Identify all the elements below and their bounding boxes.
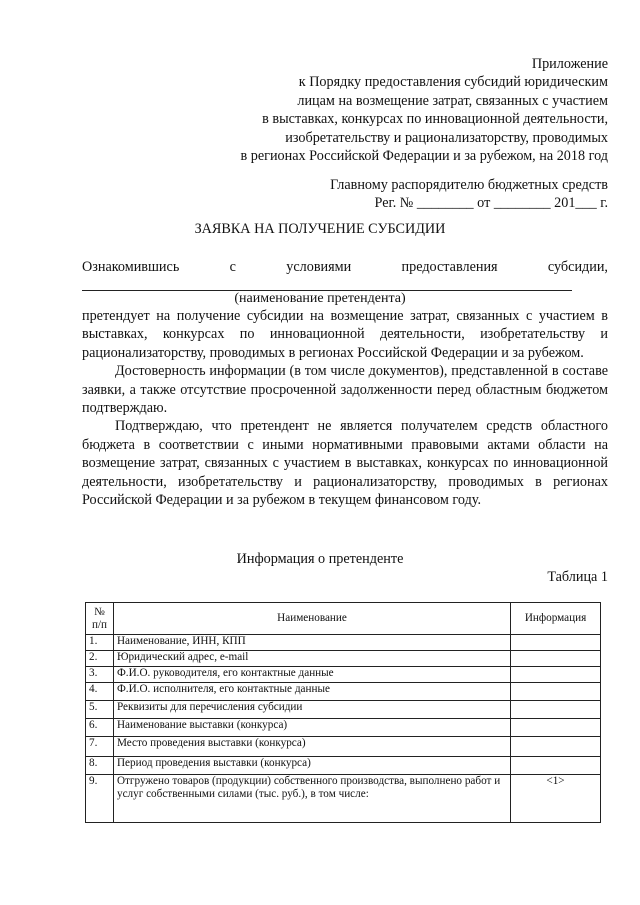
recipient-line: Главному распорядителю бюджетных средств: [330, 177, 608, 193]
appendix-line: лицам на возмещение затрат, связанных с участием: [297, 92, 608, 109]
appendix-line: к Порядку предоставления субсидий юридическим: [298, 74, 608, 91]
appendix-line: в регионах Российской Федерации и за рубежом, на 2018 год: [240, 148, 608, 165]
row-info: [511, 719, 601, 737]
table-row: [86, 775, 601, 823]
intro-word: условиями: [286, 259, 352, 275]
recipient-block: [188, 176, 608, 213]
intro-word: субсидии,: [547, 259, 608, 275]
row-info: [511, 651, 601, 667]
row-name: Юридический адрес, e-mail: [113, 651, 510, 667]
header-name: Наименование: [113, 603, 510, 635]
info-heading: Информация о претенденте: [236, 551, 404, 567]
row-name: Отгружено товаров (продукции) собственного производства, выполнено работ и услуг собственными силами (тыс. руб.), в том числе:: [113, 775, 510, 823]
row-num: 8.: [86, 757, 114, 775]
table-number: Таблица 1: [547, 569, 608, 585]
row-info: [511, 737, 601, 757]
header-num: № п/п: [86, 603, 114, 635]
appendix-header: [188, 55, 608, 165]
row-num: 9.: [86, 775, 114, 823]
row-name: Место проведения выставки (конкурса): [113, 737, 510, 757]
row-info: <1>: [511, 775, 601, 823]
document-title: ЗАЯВКА НА ПОЛУЧЕНИЕ СУБСИДИИ: [194, 221, 446, 237]
applicant-info-table: [85, 602, 601, 823]
row-num: 4.: [86, 683, 114, 701]
table-row: [86, 737, 601, 757]
row-name: Ф.И.О. исполнителя, его контактные данные: [113, 683, 510, 701]
row-name: Ф.И.О. руководителя, его контактные данные: [113, 667, 510, 683]
body-text: [82, 307, 608, 509]
applicant-name-caption: (наименование претендента): [234, 291, 406, 306]
appendix-line: Приложение: [531, 56, 608, 72]
row-num: 6.: [86, 719, 114, 737]
row-num: 5.: [86, 701, 114, 719]
table-row: [86, 651, 601, 667]
row-name: Наименование выставки (конкурса): [113, 719, 510, 737]
table-row: [86, 683, 601, 701]
paragraph: претендует на получение субсидии на возмещение затрат, связанных с участием в выставках, конкурсах по инновационной деятельности, изобретательству и рационализаторству, проводимых в регионах Российской Федерации и за рубежом.: [82, 308, 608, 361]
row-name: Период проведения выставки (конкурса): [113, 757, 510, 775]
intro-line: [82, 259, 608, 276]
intro-word: предоставления: [401, 259, 498, 275]
row-info: [511, 701, 601, 719]
registration-line: Рег. № ________ от ________ 201___ г.: [374, 195, 608, 212]
row-num: 1.: [86, 635, 114, 651]
table-row: [86, 667, 601, 683]
table-row: [86, 635, 601, 651]
row-name: Реквизиты для перечисления субсидии: [113, 701, 510, 719]
paragraph: Подтверждаю, что претендент не является получателем средств областного бюджета в соответствии с иными нормативными правовыми актами области на возмещение затрат, связанных с участием в выставках, конкурсах по инновационной деятельности, изобретательству и рационализаторству, проводимых в регионах Российской Федерации и за рубежом в текущем финансовом году.: [82, 418, 608, 509]
appendix-line: в выставках, конкурсах по инновационной деятельности,: [262, 111, 608, 128]
table-header-row: [86, 603, 601, 635]
row-info: [511, 667, 601, 683]
table-row: [86, 719, 601, 737]
row-info: [511, 635, 601, 651]
row-name: Наименование, ИНН, КПП: [113, 635, 510, 651]
intro-word: Ознакомившись: [82, 259, 180, 275]
intro-word: с: [229, 259, 236, 275]
row-num: 2.: [86, 651, 114, 667]
row-num: 3.: [86, 667, 114, 683]
table-row: [86, 757, 601, 775]
row-info: [511, 683, 601, 701]
paragraph: Достоверность информации (в том числе документов), представленной в составе заявки, а также отсутствие просроченной задолженности перед областным бюджетом подтверждаю.: [82, 363, 608, 417]
header-info: Информация: [511, 603, 601, 635]
table-row: [86, 701, 601, 719]
row-num: 7.: [86, 737, 114, 757]
appendix-line: изобретательству и рационализаторству, проводимых: [285, 129, 608, 146]
row-info: [511, 757, 601, 775]
